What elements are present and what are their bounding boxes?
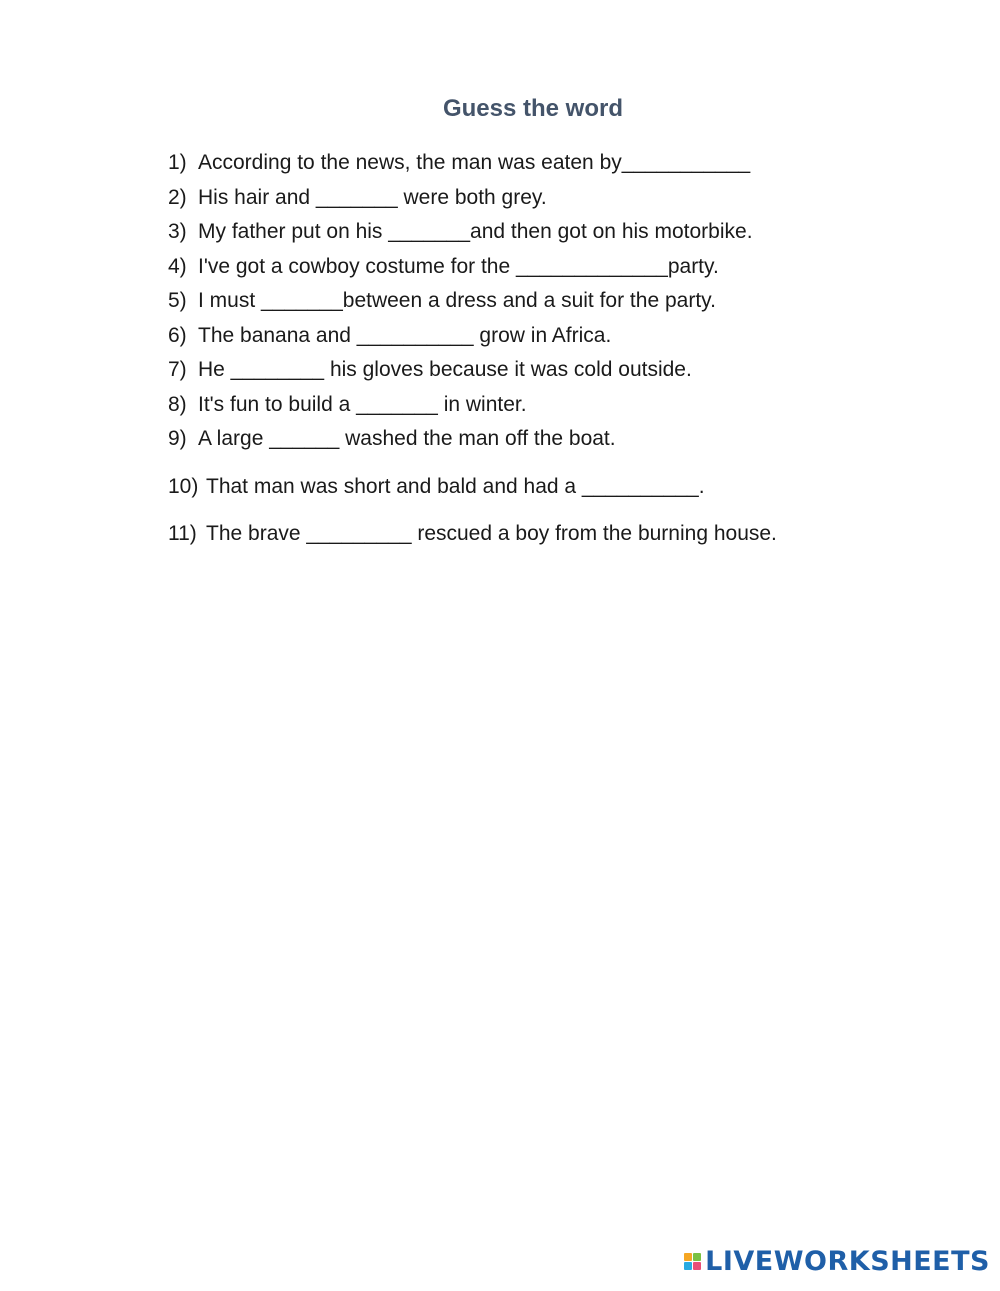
question-item	[168, 319, 968, 354]
question-number: 1)	[168, 151, 187, 174]
logo-block	[684, 1253, 692, 1261]
liveworksheets-logo[interactable]	[684, 1246, 990, 1277]
page-title: Guess the word	[442, 95, 624, 122]
question-item	[168, 422, 968, 457]
question-text: The banana and __________ grow in Africa.	[198, 323, 612, 347]
question-text: I've got a cowboy costume for the _____________party.	[198, 254, 719, 278]
question-number: 8)	[168, 392, 187, 416]
question-text: I must _______between a dress and a suit for the party.	[198, 289, 716, 312]
question-text: That man was short and bald and had a __________.	[206, 474, 705, 498]
question-item	[168, 470, 968, 505]
question-item	[168, 284, 968, 319]
question-text: According to the news, the man was eaten by___________	[198, 151, 751, 174]
question-number: 4)	[168, 254, 187, 278]
question-number: 9)	[168, 427, 187, 450]
question-text: He ________ his gloves because it was cold outside.	[198, 358, 692, 381]
logo-block	[684, 1262, 692, 1270]
question-item	[168, 181, 968, 216]
question-text: My father put on his _______and then got on his motorbike.	[198, 220, 753, 243]
question-list	[168, 146, 968, 552]
question-number: 10)	[168, 474, 199, 498]
logo-blocks-icon	[684, 1253, 701, 1270]
question-number: 5)	[168, 289, 187, 312]
question-item	[168, 146, 968, 181]
question-text: The brave _________ rescued a boy from the burning house.	[206, 522, 777, 545]
logo-block	[693, 1262, 701, 1270]
logo-block	[693, 1253, 701, 1261]
question-item	[168, 215, 968, 250]
logo-text: LIVEWORKSHEETS	[705, 1246, 990, 1277]
question-item	[168, 353, 968, 388]
question-text: His hair and _______ were both grey.	[198, 185, 547, 209]
question-number: 3)	[168, 220, 187, 243]
question-text: It's fun to build a _______ in winter.	[198, 392, 527, 416]
question-item	[168, 388, 968, 423]
question-number: 2)	[168, 185, 187, 209]
question-item	[168, 250, 968, 285]
question-number: 11)	[168, 522, 197, 545]
question-number: 7)	[168, 358, 187, 381]
question-text: A large ______ washed the man off the boat.	[198, 427, 616, 450]
question-item	[168, 517, 968, 552]
question-number: 6)	[168, 323, 187, 347]
